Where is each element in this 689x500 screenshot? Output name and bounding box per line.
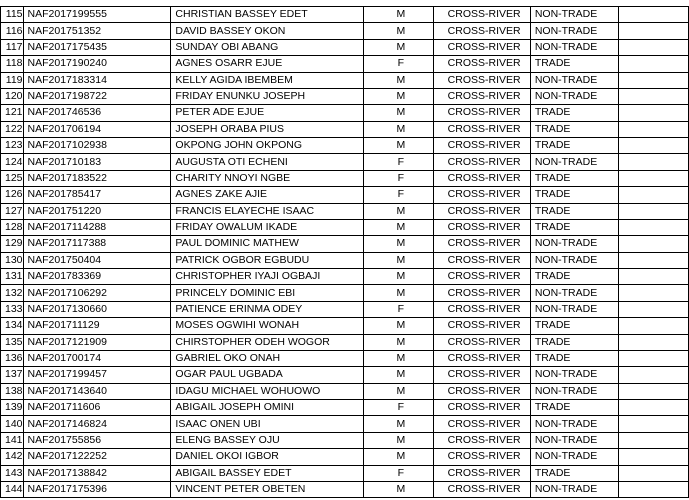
state-cell: CROSS-RIVER <box>434 252 530 268</box>
state-cell: CROSS-RIVER <box>434 269 530 285</box>
service-number-cell: NAF201700174 <box>23 350 171 366</box>
state-cell: CROSS-RIVER <box>434 285 530 301</box>
sex-cell: M <box>364 350 434 366</box>
category-cell: TRADE <box>530 121 618 137</box>
service-number-cell: NAF2017146824 <box>23 416 171 432</box>
sex-cell: M <box>364 252 434 268</box>
service-number-cell: NAF2017114288 <box>23 219 171 235</box>
serial-number-cell: 127 <box>1 203 24 219</box>
empty-cell <box>619 170 689 186</box>
full-name-cell: PRINCELY DOMINIC EBI <box>171 285 364 301</box>
service-number-cell: NAF2017175435 <box>23 39 171 55</box>
full-name-cell: ABIGAIL JOSEPH OMINI <box>171 400 364 416</box>
service-number-cell: NAF2017106292 <box>23 285 171 301</box>
serial-number-cell: 130 <box>1 252 24 268</box>
table-row <box>1 367 689 383</box>
candidate-table-body <box>1 7 689 498</box>
table-row <box>1 121 689 137</box>
service-number-cell: NAF2017190240 <box>23 56 171 72</box>
serial-number-cell: 133 <box>1 301 24 317</box>
serial-number-cell: 129 <box>1 236 24 252</box>
empty-cell <box>619 416 689 432</box>
sex-cell: F <box>364 170 434 186</box>
category-cell: NON-TRADE <box>530 449 618 465</box>
empty-cell <box>619 252 689 268</box>
serial-number-cell: 144 <box>1 481 24 497</box>
service-number-cell: NAF201783369 <box>23 269 171 285</box>
sex-cell: F <box>364 56 434 72</box>
serial-number-cell: 136 <box>1 350 24 366</box>
table-row <box>1 432 689 448</box>
full-name-cell: ISAAC ONEN UBI <box>171 416 364 432</box>
empty-cell <box>619 121 689 137</box>
serial-number-cell: 139 <box>1 400 24 416</box>
state-cell: CROSS-RIVER <box>434 23 530 39</box>
sex-cell: M <box>364 88 434 104</box>
table-row <box>1 318 689 334</box>
empty-cell <box>619 88 689 104</box>
full-name-cell: PAUL DOMINIC MATHEW <box>171 236 364 252</box>
empty-cell <box>619 203 689 219</box>
serial-number-cell: 124 <box>1 154 24 170</box>
full-name-cell: CHIRSTOPHER ODEH WOGOR <box>171 334 364 350</box>
serial-number-cell: 141 <box>1 432 24 448</box>
full-name-cell: ELENG BASSEY OJU <box>171 432 364 448</box>
table-row <box>1 56 689 72</box>
table-row <box>1 383 689 399</box>
category-cell: TRADE <box>530 203 618 219</box>
candidate-table <box>0 6 689 498</box>
sex-cell: M <box>364 367 434 383</box>
state-cell: CROSS-RIVER <box>434 72 530 88</box>
full-name-cell: IDAGU MICHAEL WOHUOWO <box>171 383 364 399</box>
category-cell: TRADE <box>530 269 618 285</box>
state-cell: CROSS-RIVER <box>434 39 530 55</box>
table-row <box>1 154 689 170</box>
empty-cell <box>619 154 689 170</box>
sex-cell: M <box>364 138 434 154</box>
service-number-cell: NAF201746536 <box>23 105 171 121</box>
state-cell: CROSS-RIVER <box>434 138 530 154</box>
full-name-cell: SUNDAY OBI ABANG <box>171 39 364 55</box>
full-name-cell: PATIENCE ERINMA ODEY <box>171 301 364 317</box>
serial-number-cell: 143 <box>1 465 24 481</box>
table-row <box>1 203 689 219</box>
table-row <box>1 72 689 88</box>
sex-cell: M <box>364 432 434 448</box>
service-number-cell: NAF2017199555 <box>23 7 171 23</box>
serial-number-cell: 122 <box>1 121 24 137</box>
serial-number-cell: 118 <box>1 56 24 72</box>
state-cell: CROSS-RIVER <box>434 334 530 350</box>
empty-cell <box>619 449 689 465</box>
full-name-cell: PATRICK OGBOR EGBUDU <box>171 252 364 268</box>
sex-cell: M <box>364 203 434 219</box>
empty-cell <box>619 318 689 334</box>
full-name-cell: FRIDAY ENUNKU JOSEPH <box>171 88 364 104</box>
state-cell: CROSS-RIVER <box>434 203 530 219</box>
sex-cell: M <box>364 269 434 285</box>
empty-cell <box>619 432 689 448</box>
sex-cell: M <box>364 39 434 55</box>
table-row <box>1 138 689 154</box>
state-cell: CROSS-RIVER <box>434 465 530 481</box>
category-cell: TRADE <box>530 219 618 235</box>
table-row <box>1 23 689 39</box>
empty-cell <box>619 383 689 399</box>
service-number-cell: NAF2017199457 <box>23 367 171 383</box>
sex-cell: M <box>364 334 434 350</box>
sex-cell: F <box>364 187 434 203</box>
serial-number-cell: 128 <box>1 219 24 235</box>
full-name-cell: VINCENT PETER OBETEN <box>171 481 364 497</box>
state-cell: CROSS-RIVER <box>434 350 530 366</box>
serial-number-cell: 117 <box>1 39 24 55</box>
state-cell: CROSS-RIVER <box>434 170 530 186</box>
sex-cell: M <box>364 72 434 88</box>
table-row <box>1 334 689 350</box>
sex-cell: F <box>364 465 434 481</box>
full-name-cell: MOSES OGWIHI WONAH <box>171 318 364 334</box>
service-number-cell: NAF2017198722 <box>23 88 171 104</box>
state-cell: CROSS-RIVER <box>434 449 530 465</box>
service-number-cell: NAF2017121909 <box>23 334 171 350</box>
sex-cell: M <box>364 383 434 399</box>
state-cell: CROSS-RIVER <box>434 105 530 121</box>
service-number-cell: NAF201706194 <box>23 121 171 137</box>
serial-number-cell: 116 <box>1 23 24 39</box>
empty-cell <box>619 39 689 55</box>
category-cell: NON-TRADE <box>530 236 618 252</box>
category-cell: NON-TRADE <box>530 432 618 448</box>
empty-cell <box>619 301 689 317</box>
table-row <box>1 269 689 285</box>
sex-cell: M <box>364 219 434 235</box>
table-row <box>1 236 689 252</box>
category-cell: NON-TRADE <box>530 7 618 23</box>
empty-cell <box>619 56 689 72</box>
serial-number-cell: 121 <box>1 105 24 121</box>
serial-number-cell: 142 <box>1 449 24 465</box>
empty-cell <box>619 350 689 366</box>
table-row <box>1 416 689 432</box>
empty-cell <box>619 465 689 481</box>
service-number-cell: NAF2017183522 <box>23 170 171 186</box>
category-cell: NON-TRADE <box>530 154 618 170</box>
table-row <box>1 449 689 465</box>
empty-cell <box>619 400 689 416</box>
service-number-cell: NAF2017175396 <box>23 481 171 497</box>
empty-cell <box>619 285 689 301</box>
empty-cell <box>619 481 689 497</box>
empty-cell <box>619 105 689 121</box>
state-cell: CROSS-RIVER <box>434 416 530 432</box>
category-cell: TRADE <box>530 350 618 366</box>
full-name-cell: GABRIEL OKO ONAH <box>171 350 364 366</box>
service-number-cell: NAF2017102938 <box>23 138 171 154</box>
sex-cell: M <box>364 23 434 39</box>
category-cell: NON-TRADE <box>530 301 618 317</box>
full-name-cell: CHRISTOPHER IYAJI OGBAJI <box>171 269 364 285</box>
serial-number-cell: 132 <box>1 285 24 301</box>
category-cell: NON-TRADE <box>530 23 618 39</box>
serial-number-cell: 135 <box>1 334 24 350</box>
empty-cell <box>619 187 689 203</box>
serial-number-cell: 123 <box>1 138 24 154</box>
sex-cell: M <box>364 416 434 432</box>
serial-number-cell: 120 <box>1 88 24 104</box>
table-row <box>1 285 689 301</box>
service-number-cell: NAF201750404 <box>23 252 171 268</box>
serial-number-cell: 140 <box>1 416 24 432</box>
state-cell: CROSS-RIVER <box>434 301 530 317</box>
table-row <box>1 252 689 268</box>
service-number-cell: NAF201711606 <box>23 400 171 416</box>
serial-number-cell: 125 <box>1 170 24 186</box>
full-name-cell: AUGUSTA OTI ECHENI <box>171 154 364 170</box>
category-cell: NON-TRADE <box>530 383 618 399</box>
category-cell: TRADE <box>530 170 618 186</box>
sex-cell: M <box>364 318 434 334</box>
category-cell: NON-TRADE <box>530 285 618 301</box>
category-cell: TRADE <box>530 187 618 203</box>
table-row <box>1 301 689 317</box>
sex-cell: M <box>364 481 434 497</box>
empty-cell <box>619 236 689 252</box>
sex-cell: M <box>364 121 434 137</box>
category-cell: NON-TRADE <box>530 72 618 88</box>
full-name-cell: DANIEL OKOI IGBOR <box>171 449 364 465</box>
category-cell: NON-TRADE <box>530 39 618 55</box>
sex-cell: F <box>364 400 434 416</box>
serial-number-cell: 138 <box>1 383 24 399</box>
empty-cell <box>619 367 689 383</box>
empty-cell <box>619 138 689 154</box>
full-name-cell: AGNES OSARR EJUE <box>171 56 364 72</box>
state-cell: CROSS-RIVER <box>434 236 530 252</box>
state-cell: CROSS-RIVER <box>434 367 530 383</box>
full-name-cell: DAVID BASSEY OKON <box>171 23 364 39</box>
full-name-cell: FRIDAY OWALUM IKADE <box>171 219 364 235</box>
service-number-cell: NAF2017143640 <box>23 383 171 399</box>
sex-cell: F <box>364 154 434 170</box>
table-row <box>1 481 689 497</box>
serial-number-cell: 115 <box>1 7 24 23</box>
category-cell: TRADE <box>530 56 618 72</box>
serial-number-cell: 131 <box>1 269 24 285</box>
service-number-cell: NAF201785417 <box>23 187 171 203</box>
serial-number-cell: 134 <box>1 318 24 334</box>
state-cell: CROSS-RIVER <box>434 88 530 104</box>
empty-cell <box>619 7 689 23</box>
table-row <box>1 39 689 55</box>
state-cell: CROSS-RIVER <box>434 219 530 235</box>
empty-cell <box>619 72 689 88</box>
category-cell: NON-TRADE <box>530 416 618 432</box>
sex-cell: M <box>364 449 434 465</box>
full-name-cell: FRANCIS ELAYECHE ISAAC <box>171 203 364 219</box>
full-name-cell: OKPONG JOHN OKPONG <box>171 138 364 154</box>
full-name-cell: CHRISTIAN BASSEY EDET <box>171 7 364 23</box>
empty-cell <box>619 334 689 350</box>
category-cell: TRADE <box>530 465 618 481</box>
full-name-cell: PETER ADE EJUE <box>171 105 364 121</box>
category-cell: TRADE <box>530 318 618 334</box>
sex-cell: F <box>364 301 434 317</box>
empty-cell <box>619 219 689 235</box>
sex-cell: M <box>364 236 434 252</box>
category-cell: TRADE <box>530 105 618 121</box>
category-cell: NON-TRADE <box>530 252 618 268</box>
service-number-cell: NAF201755856 <box>23 432 171 448</box>
table-row <box>1 170 689 186</box>
state-cell: CROSS-RIVER <box>434 318 530 334</box>
state-cell: CROSS-RIVER <box>434 400 530 416</box>
table-row <box>1 88 689 104</box>
table-row <box>1 350 689 366</box>
service-number-cell: NAF201751352 <box>23 23 171 39</box>
state-cell: CROSS-RIVER <box>434 187 530 203</box>
table-row <box>1 219 689 235</box>
full-name-cell: AGNES ZAKE AJIE <box>171 187 364 203</box>
state-cell: CROSS-RIVER <box>434 383 530 399</box>
category-cell: TRADE <box>530 138 618 154</box>
service-number-cell: NAF2017117388 <box>23 236 171 252</box>
sex-cell: M <box>364 285 434 301</box>
category-cell: TRADE <box>530 400 618 416</box>
service-number-cell: NAF201751220 <box>23 203 171 219</box>
service-number-cell: NAF201711129 <box>23 318 171 334</box>
table-row <box>1 7 689 23</box>
state-cell: CROSS-RIVER <box>434 56 530 72</box>
table-row <box>1 400 689 416</box>
table-row <box>1 465 689 481</box>
serial-number-cell: 126 <box>1 187 24 203</box>
empty-cell <box>619 23 689 39</box>
category-cell: NON-TRADE <box>530 367 618 383</box>
state-cell: CROSS-RIVER <box>434 121 530 137</box>
sex-cell: M <box>364 105 434 121</box>
sex-cell: M <box>364 7 434 23</box>
serial-number-cell: 137 <box>1 367 24 383</box>
category-cell: NON-TRADE <box>530 88 618 104</box>
empty-cell <box>619 269 689 285</box>
state-cell: CROSS-RIVER <box>434 432 530 448</box>
table-row <box>1 105 689 121</box>
full-name-cell: ABIGAIL BASSEY EDET <box>171 465 364 481</box>
full-name-cell: CHARITY NNOYI NGBE <box>171 170 364 186</box>
category-cell: NON-TRADE <box>530 481 618 497</box>
service-number-cell: NAF2017122252 <box>23 449 171 465</box>
state-cell: CROSS-RIVER <box>434 481 530 497</box>
state-cell: CROSS-RIVER <box>434 154 530 170</box>
state-cell: CROSS-RIVER <box>434 7 530 23</box>
full-name-cell: KELLY AGIDA IBEMBEM <box>171 72 364 88</box>
service-number-cell: NAF2017138842 <box>23 465 171 481</box>
full-name-cell: JOSEPH ORABA PIUS <box>171 121 364 137</box>
serial-number-cell: 119 <box>1 72 24 88</box>
service-number-cell: NAF2017130660 <box>23 301 171 317</box>
table-row <box>1 187 689 203</box>
category-cell: TRADE <box>530 334 618 350</box>
service-number-cell: NAF2017183314 <box>23 72 171 88</box>
full-name-cell: OGAR PAUL UGBADA <box>171 367 364 383</box>
service-number-cell: NAF201710183 <box>23 154 171 170</box>
